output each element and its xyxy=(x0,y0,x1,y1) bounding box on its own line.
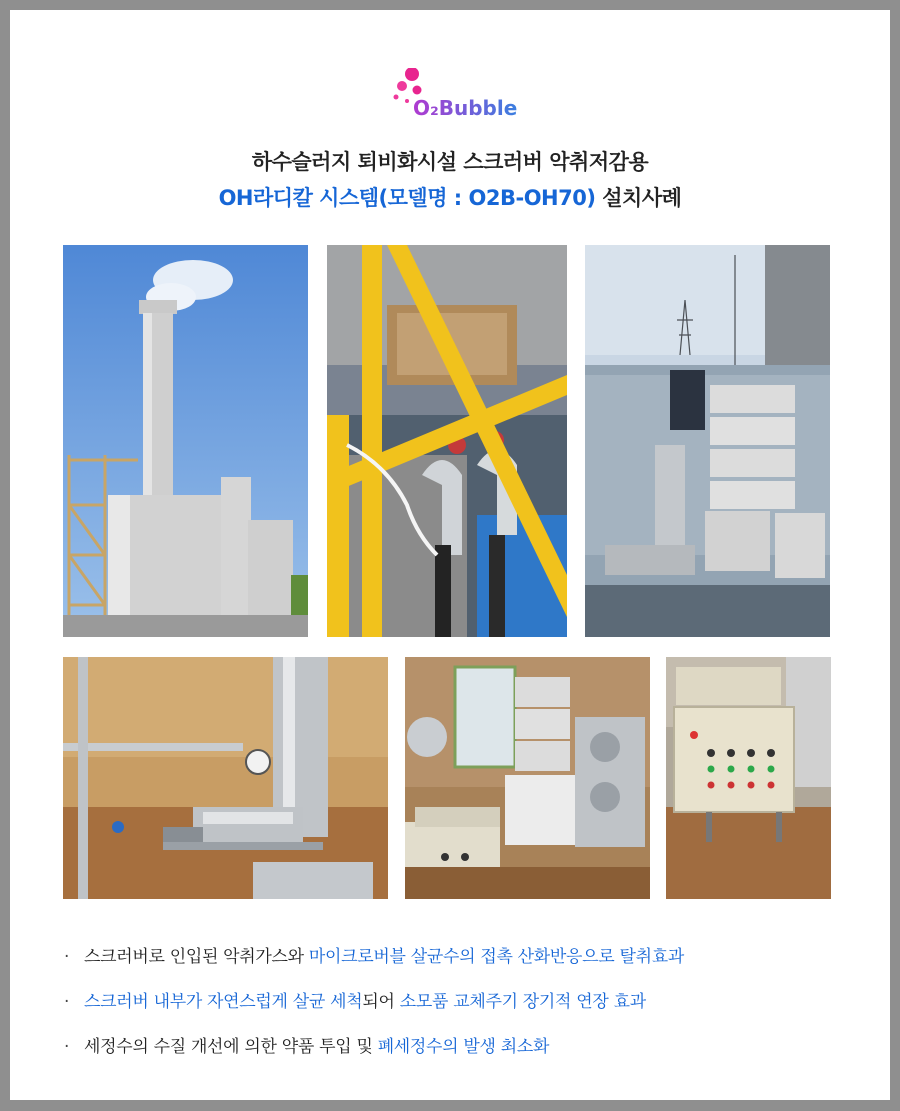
photo-valves-and-pipes xyxy=(327,245,567,637)
bullet-marker: · xyxy=(64,947,70,967)
bullet-text-post: 되어 xyxy=(362,992,400,1012)
photo-scrubber-stack xyxy=(63,245,308,637)
bullet-text: 세정수의 수질 개선에 의한 약품 투입 및 xyxy=(84,1037,378,1057)
bullet-marker: · xyxy=(64,992,70,1012)
bullet-marker: · xyxy=(64,1037,70,1057)
list-item xyxy=(62,990,862,1035)
photo-equipment-room xyxy=(405,657,650,899)
page-title-line1: 하수슬러지 퇴비화시설 스크러버 악취저감용 xyxy=(251,150,649,174)
bullet-highlight: 폐세정수의 발생 최소화 xyxy=(377,1037,550,1057)
photo-outdoor-installation xyxy=(585,245,830,637)
list-item xyxy=(62,945,862,990)
list-item xyxy=(62,1035,862,1080)
model-highlight: OH라디칼 시스템(모델명 : O2B-OH70) xyxy=(218,186,596,210)
photo-stainless-pump-unit xyxy=(63,657,388,899)
bullet-highlight: 스크러버 내부가 자연스럽게 살균 세척 xyxy=(84,992,363,1012)
bullet-highlight-2: 소모품 교체주기 장기적 연장 효과 xyxy=(399,992,646,1012)
brand-name: O₂Bubble xyxy=(413,96,518,120)
feature-list xyxy=(62,945,862,1080)
bullet-highlight: 마이크로버블 살균수의 접촉 산화반응으로 탈취효과 xyxy=(308,947,685,967)
brand-logo xyxy=(393,68,533,124)
page-card xyxy=(10,10,890,1100)
page-title-line2 xyxy=(10,182,890,212)
bullet-text: 스크러버로 인입된 악취가스와 xyxy=(84,947,309,967)
title-suffix: 설치사례 xyxy=(595,186,682,210)
photo-control-panel xyxy=(666,657,831,899)
